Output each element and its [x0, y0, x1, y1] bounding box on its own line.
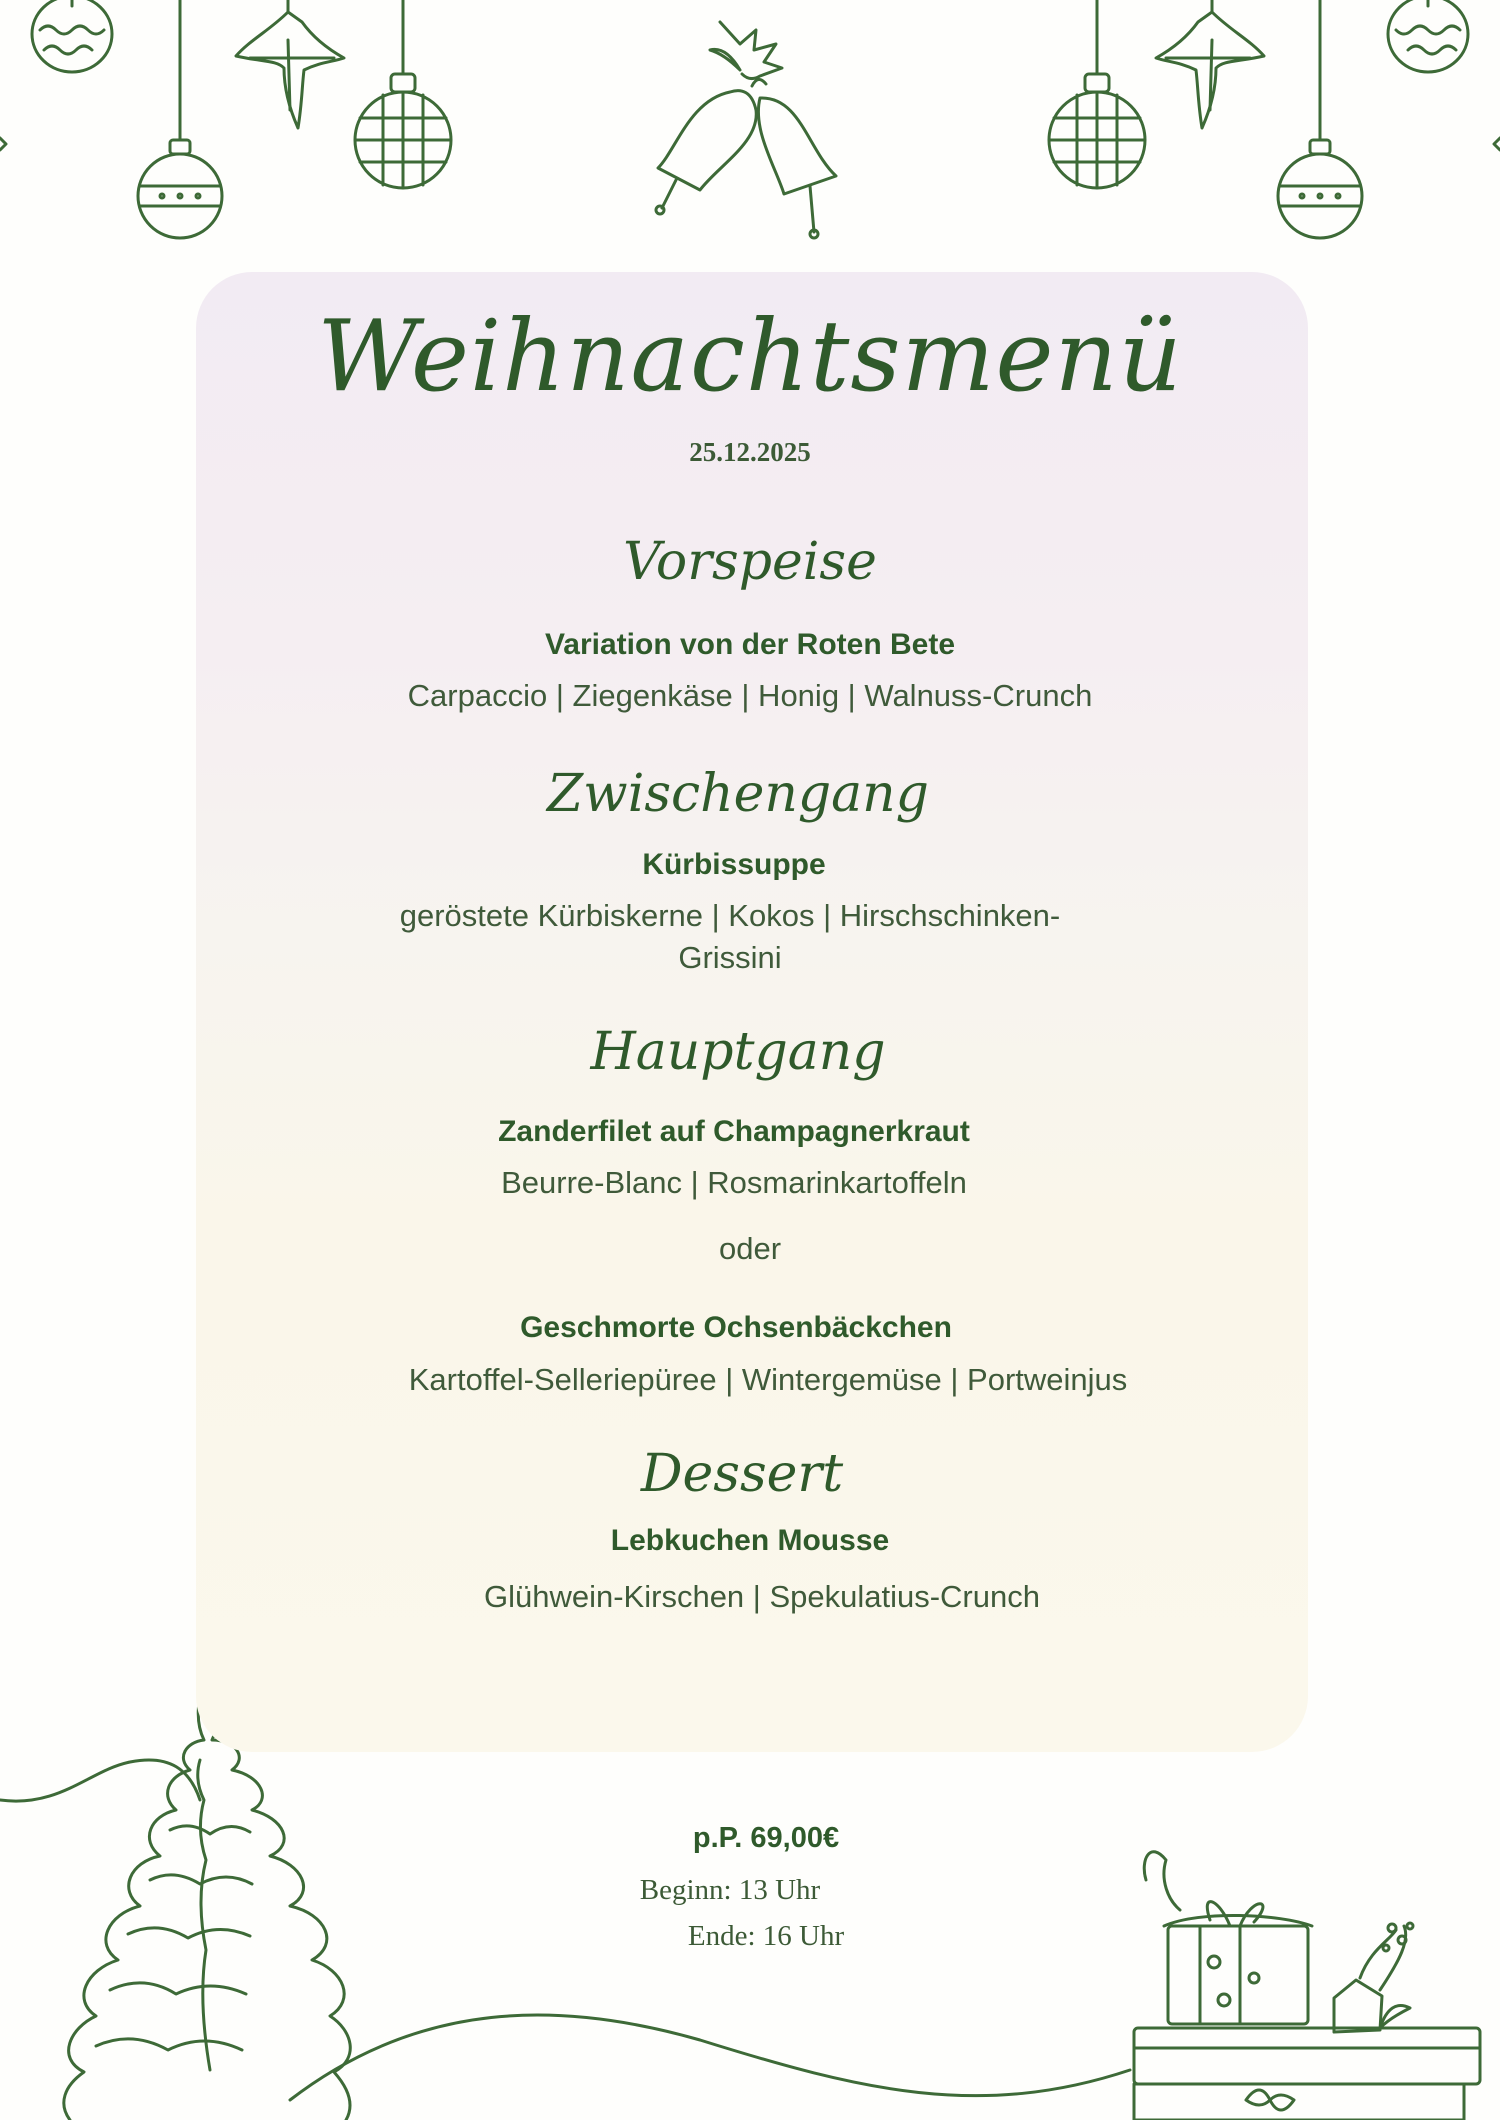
price-label: p.P. 69,00€ — [692, 1822, 840, 1854]
ornament-ball-icon — [1278, 0, 1362, 238]
course-heading-vorspeise: Vorspeise — [623, 532, 877, 592]
dish-description: Beurre-Blanc | Rosmarinkartoffeln — [501, 1165, 967, 1200]
cross-star-icon — [236, 0, 344, 128]
bells-icon — [656, 22, 836, 238]
dish-title: Variation von der Roten Bete — [544, 628, 956, 661]
menu-date: 25.12.2025 — [689, 437, 811, 467]
course-heading-dessert: Dessert — [640, 1444, 844, 1504]
dish-title: Lebkuchen Mousse — [610, 1524, 890, 1557]
ornament-ball-icon — [32, 0, 112, 72]
end-time: Ende: 16 Uhr — [687, 1920, 845, 1952]
dish-separator: oder — [718, 1231, 782, 1266]
dish-description: Carpaccio | Ziegenkäse | Honig | Walnuss-Crunch — [407, 678, 1093, 713]
ornament-ball-icon — [138, 0, 222, 238]
dish-description: Glühwein-Kirschen | Spekulatius-Crunch — [484, 1579, 1040, 1614]
ornament-ball-icon — [1388, 0, 1468, 72]
dish-description: Kartoffel-Selleriepüree | Wintergemüse | Portweinjus — [408, 1362, 1128, 1397]
course-heading-zwischengang: Zwischengang — [547, 764, 929, 824]
dish-title: Zanderfilet auf Champagnerkraut — [498, 1115, 970, 1148]
dish-description-line2: Grissini — [678, 940, 782, 975]
dish-title: Kürbissuppe — [642, 848, 826, 881]
menu-title: Weihnachtsmenü — [317, 300, 1183, 414]
course-heading-hauptgang: Hauptgang — [590, 1022, 886, 1082]
ornament-ball-icon — [355, 0, 451, 188]
dish-description-line1: geröstete Kürbiskerne | Kokos | Hirschschinken- — [399, 898, 1061, 933]
dish-title: Geschmorte Ochsenbäckchen — [520, 1311, 952, 1344]
cross-star-icon — [1156, 0, 1264, 128]
start-time: Beginn: 13 Uhr — [639, 1874, 821, 1906]
ornament-ball-icon — [1049, 0, 1145, 188]
